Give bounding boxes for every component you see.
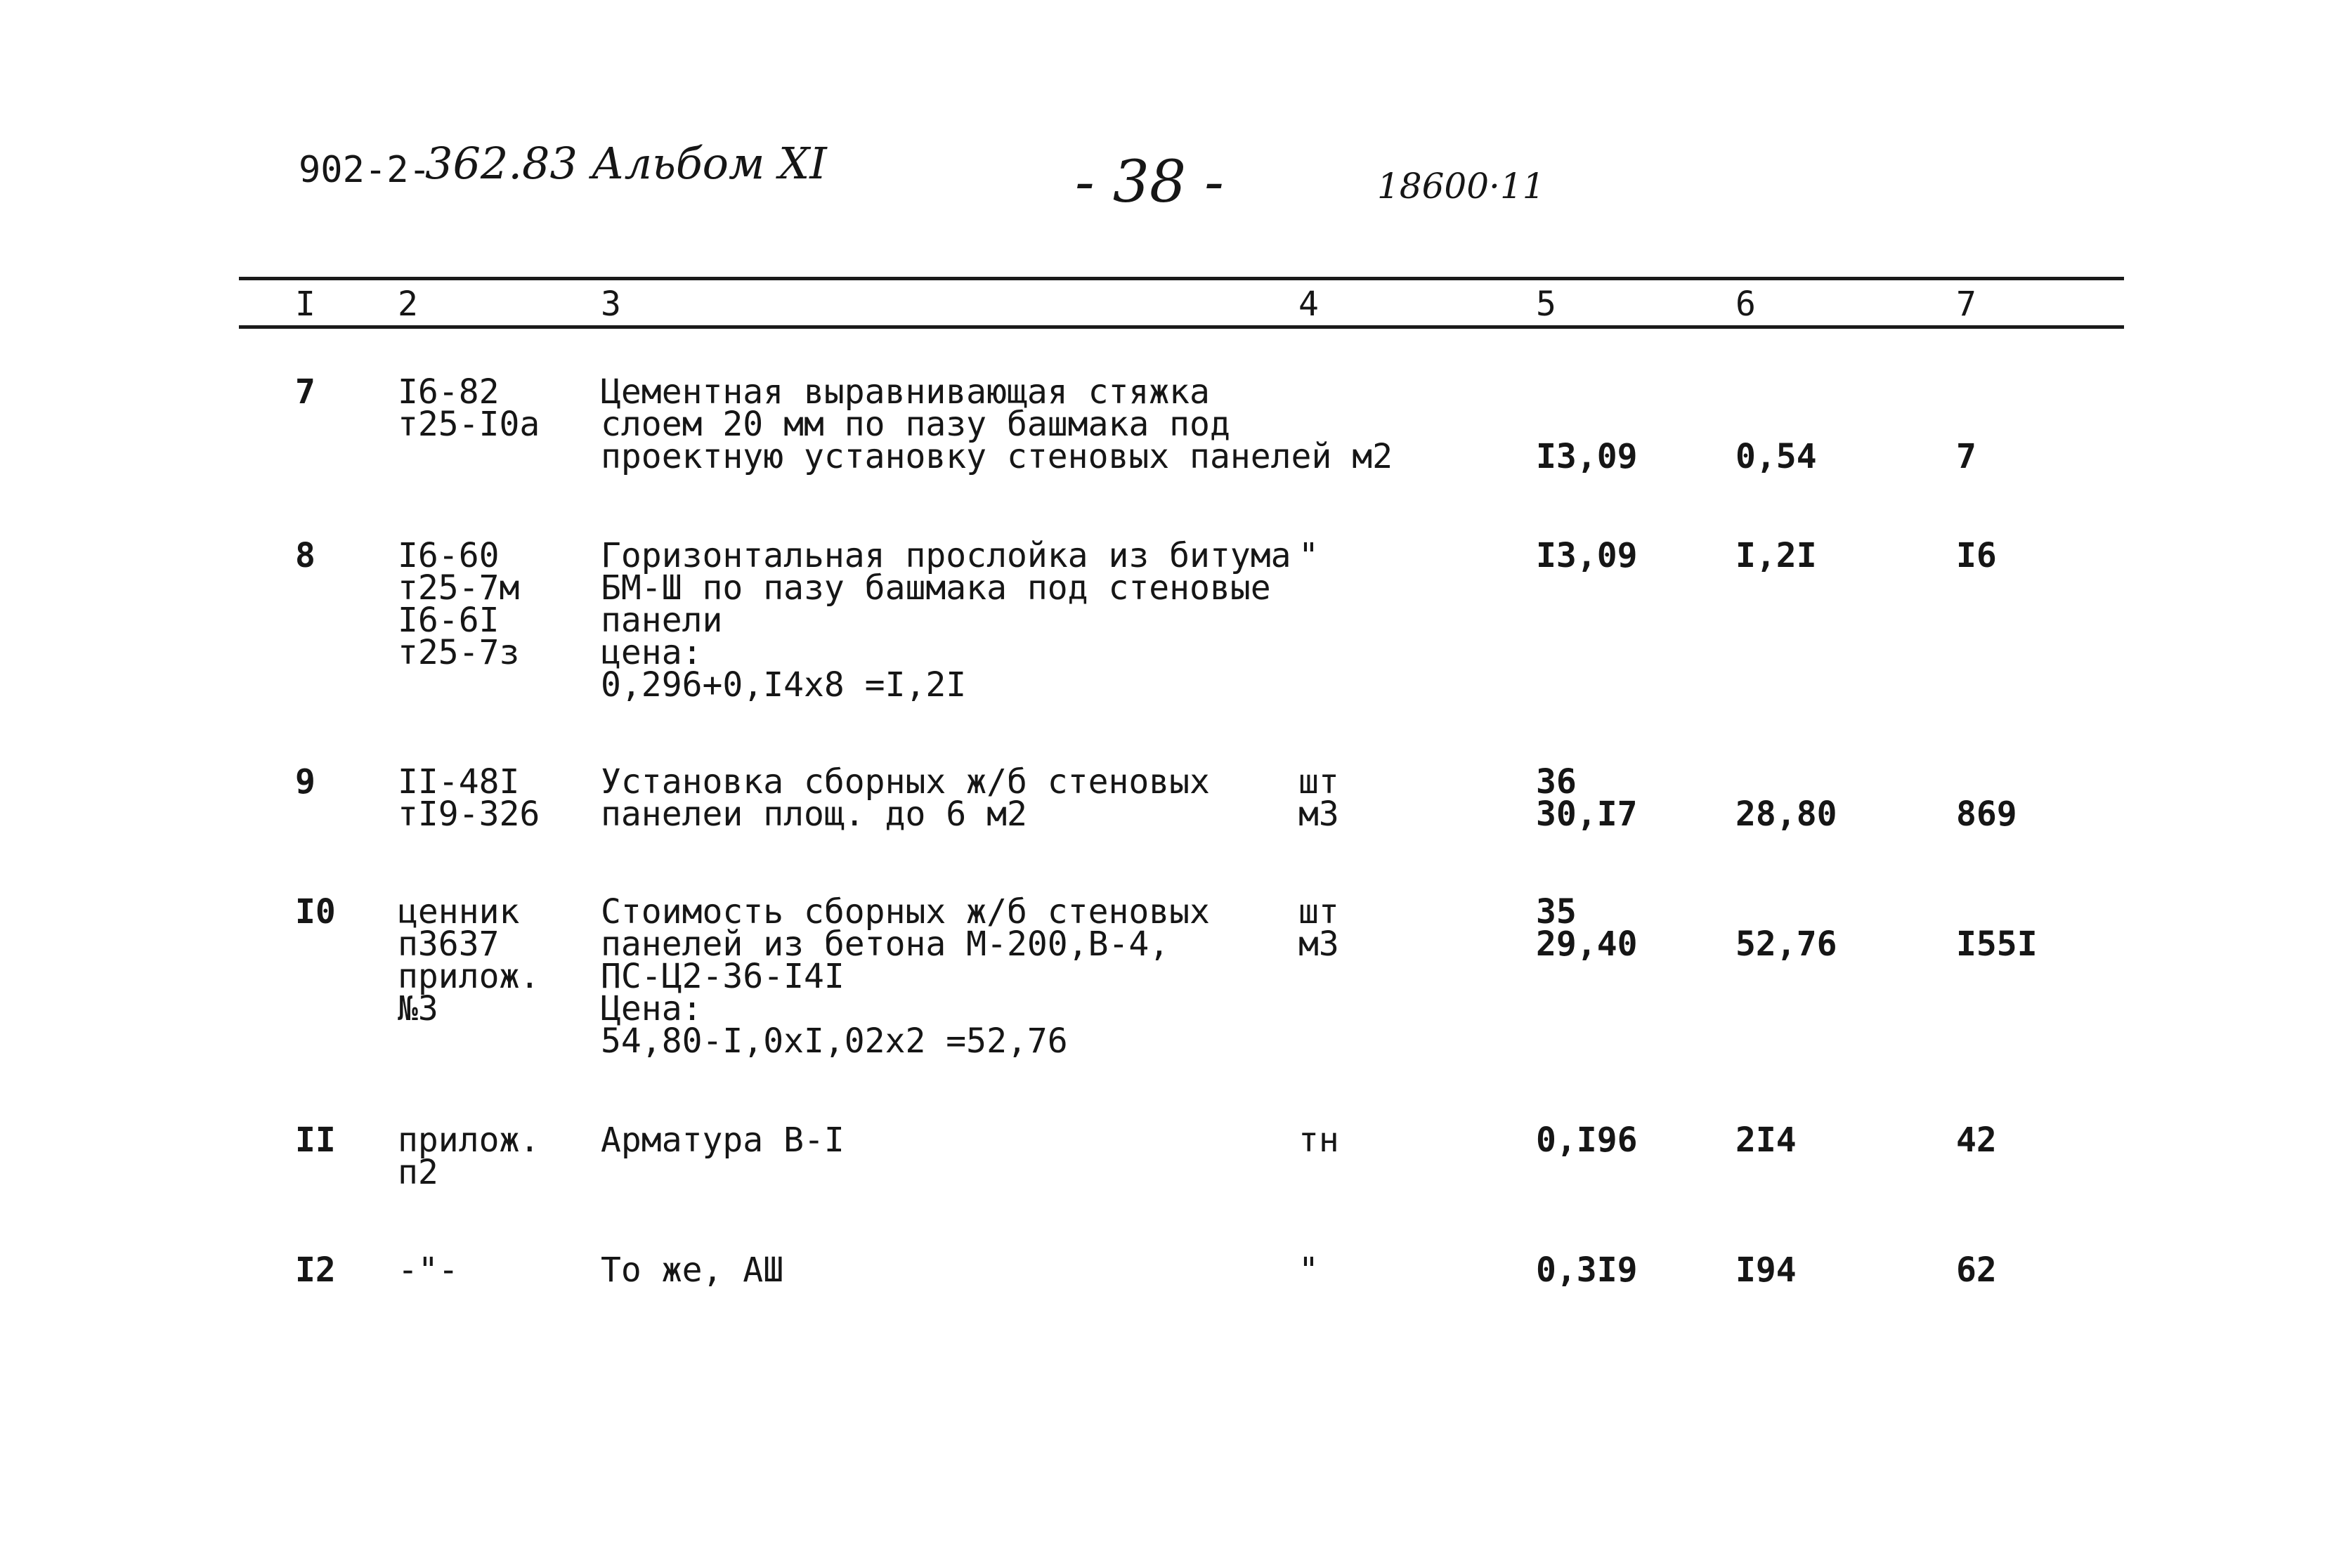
cell-line: I3,09 (1536, 536, 1638, 575)
cell-qty (1536, 1121, 1638, 1160)
cell-line: т25-I0а (398, 405, 540, 444)
handwritten-number: 18600·11 (1377, 166, 1545, 207)
cell-num (295, 1121, 336, 1160)
table-top-rule (239, 277, 2124, 280)
cell-line (1956, 376, 1976, 408)
cell-line (1735, 408, 1817, 440)
cell-line: 30,I7 (1536, 795, 1638, 834)
cell-unit (1298, 376, 1319, 408)
cell-unit (1298, 762, 1339, 834)
column-header-3: 3 (601, 285, 621, 324)
cell-total (1956, 536, 1997, 575)
cell-unit (1298, 1250, 1319, 1290)
cell-line: т25-7з (398, 633, 520, 672)
cell-num (295, 892, 336, 932)
cell-line: 2I4 (1735, 1121, 1797, 1160)
cell-line: 0,296+0,I4х8 =I,2I (601, 665, 967, 705)
cell-line: прилож. (398, 957, 540, 996)
cell-price (1735, 1250, 1797, 1290)
cell-line: п2 (398, 1153, 438, 1192)
cell-line: I2 (295, 1250, 336, 1290)
cell-line: слоем 20 мм по пазу башмака под (601, 405, 1230, 444)
cell-line: I6 (1956, 536, 1997, 575)
cell-line (1956, 766, 2017, 798)
cell-line: №3 (398, 989, 438, 1028)
cell-line: Стоимость сборных ж/б стеновых (601, 892, 1210, 932)
cell-code (398, 1121, 540, 1192)
cell-qty (1536, 1250, 1638, 1290)
cell-desc (601, 892, 1210, 1061)
cell-line: II (295, 1121, 336, 1160)
cell-desc (601, 1121, 845, 1160)
cell-qty (1536, 892, 1638, 964)
column-header-4: 4 (1298, 285, 1319, 324)
cell-desc (601, 536, 1291, 705)
cell-line: 52,76 (1735, 925, 1837, 964)
cell-price (1735, 896, 1837, 964)
cell-total (1956, 1250, 1997, 1290)
cell-line: I94 (1735, 1250, 1797, 1290)
cell-line: ценник (398, 892, 520, 932)
column-header-2: 2 (398, 285, 418, 324)
cell-line: То же, АШ (601, 1250, 784, 1290)
cell-line: панелей из бетона М-200,В-4, (601, 925, 1170, 964)
cell-code (398, 372, 540, 444)
cell-line: 28,80 (1735, 795, 1837, 834)
cell-line: панелеи площ. до 6 м2 (601, 795, 1027, 834)
cell-line (1536, 408, 1638, 440)
cell-line: м3 (1298, 925, 1339, 964)
cell-line: -"- (398, 1250, 459, 1290)
cell-line: 36 (1536, 762, 1577, 802)
album-label: 362.83 Альбом XI (425, 138, 827, 189)
cell-line: 62 (1956, 1250, 1997, 1290)
cell-code (398, 892, 540, 1028)
column-header-7: 7 (1956, 285, 1976, 324)
cell-line: 8 (295, 536, 315, 575)
column-header-5: 5 (1536, 285, 1556, 324)
cell-line (1735, 766, 1837, 798)
cell-line (1735, 896, 1837, 928)
cell-line: БМ-Ш по пазу башмака под стеновые (601, 568, 1271, 608)
cell-line (1956, 408, 1976, 440)
cell-desc (601, 1250, 784, 1290)
cell-num (295, 372, 315, 412)
cell-num (295, 536, 315, 575)
cell-price (1735, 1121, 1797, 1160)
cell-line (1298, 376, 1319, 408)
cell-line: 7 (295, 372, 315, 412)
cell-qty (1536, 376, 1638, 476)
cell-line: 9 (295, 762, 315, 802)
cell-qty (1536, 536, 1638, 575)
cell-line: Установка сборных ж/б стеновых (601, 762, 1210, 802)
cell-line: I55I (1956, 925, 2038, 964)
cell-line: цена: (601, 633, 703, 672)
cell-line: I,2I (1735, 536, 1817, 575)
cell-line: тI9-326 (398, 795, 540, 834)
cell-line: I6-60 (398, 536, 500, 575)
cell-line: " (1298, 536, 1319, 575)
cell-line: т25-7м (398, 568, 520, 608)
cell-line: I6-82 (398, 372, 500, 412)
cell-line: прилож. (398, 1121, 540, 1160)
document-code: 902-2- (299, 149, 431, 191)
cell-line: п3637 (398, 925, 500, 964)
cell-line: м3 (1298, 795, 1339, 834)
cell-code (398, 762, 540, 834)
cell-line: Цементная выравнивающая стяжка (601, 372, 1210, 412)
cell-price (1735, 536, 1817, 575)
cell-code (398, 1250, 459, 1290)
cell-total (1956, 766, 2017, 834)
cell-line: I6-6I (398, 601, 500, 640)
cell-desc (601, 372, 1393, 476)
cell-line: 0,3I9 (1536, 1250, 1638, 1290)
cell-unit (1298, 536, 1319, 575)
cell-line: панели (601, 601, 723, 640)
cell-line: ПС-Ц2-36-I4I (601, 957, 845, 996)
table-header-rule (239, 325, 2124, 329)
cell-line (1735, 376, 1817, 408)
cell-unit (1298, 1121, 1339, 1160)
cell-line: 0,54 (1735, 437, 1817, 476)
cell-unit (1298, 892, 1339, 964)
cell-line: 7 (1956, 437, 1976, 476)
cell-total (1956, 1121, 1997, 1160)
cell-price (1735, 766, 1837, 834)
cell-line: тн (1298, 1121, 1339, 1160)
cell-line: I3,09 (1536, 437, 1638, 476)
column-header-6: 6 (1735, 285, 1756, 324)
cell-line: 0,I96 (1536, 1121, 1638, 1160)
cell-line (1536, 376, 1638, 408)
cell-line: шт (1298, 892, 1339, 932)
cell-num (295, 762, 315, 802)
cell-line: Арматура В-I (601, 1121, 845, 1160)
cell-line: 35 (1536, 892, 1577, 932)
cell-line: " (1298, 1250, 1319, 1290)
cell-qty (1536, 762, 1638, 834)
cell-line: 869 (1956, 795, 2017, 834)
cell-total (1956, 896, 2038, 964)
page-number: - 38 - (1075, 149, 1224, 216)
cell-line (1956, 896, 2038, 928)
cell-line: шт (1298, 762, 1339, 802)
cell-line: II-48I (398, 762, 520, 802)
cell-line: 29,40 (1536, 925, 1638, 964)
cell-line: проектную установку стеновых панелей м2 (601, 437, 1393, 476)
cell-line: Цена: (601, 989, 703, 1028)
cell-line: Горизонтальная прослойка из битума (601, 536, 1291, 575)
cell-code (398, 536, 520, 672)
cell-total (1956, 376, 1976, 476)
column-header-1: I (295, 285, 315, 324)
cell-price (1735, 376, 1817, 476)
cell-line: 42 (1956, 1121, 1997, 1160)
cell-num (295, 1250, 336, 1290)
cell-line: I0 (295, 892, 336, 932)
cell-desc (601, 762, 1210, 834)
cell-line: 54,80-I,0хI,02х2 =52,76 (601, 1021, 1068, 1061)
